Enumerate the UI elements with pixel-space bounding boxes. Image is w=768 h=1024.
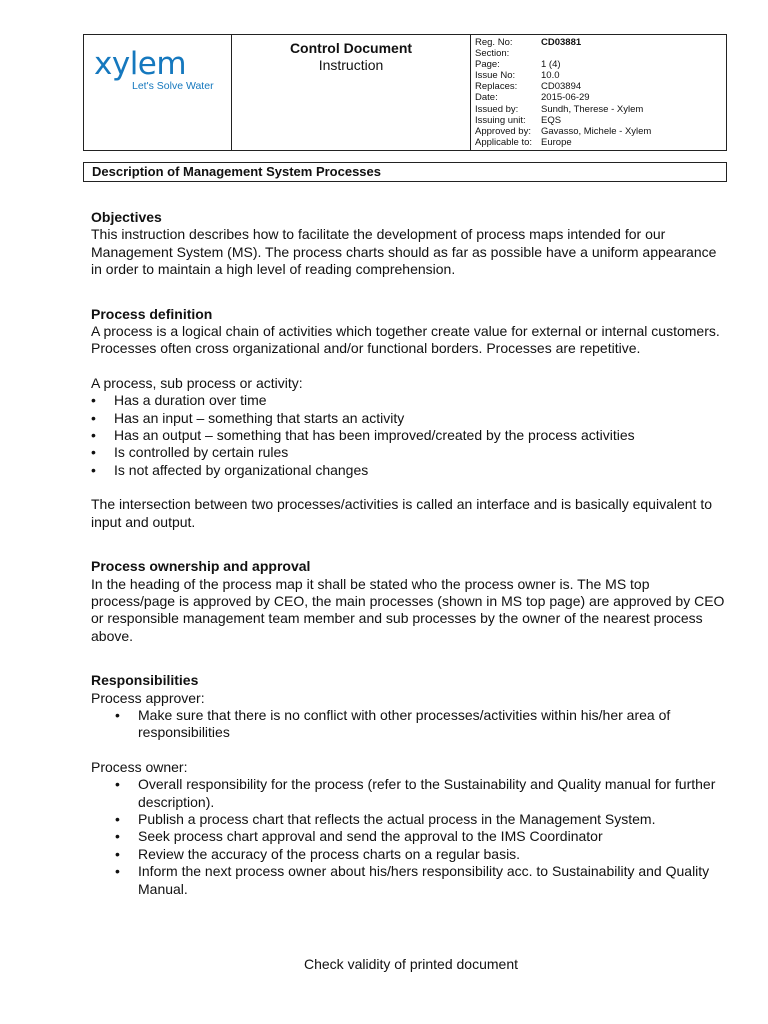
meta-row	[475, 70, 726, 81]
title-cell	[232, 35, 471, 150]
doc-subtype: Instruction	[318, 57, 384, 73]
section-title-ownership: Process ownership and approval	[91, 558, 311, 575]
logo-wordmark: xylem	[94, 46, 187, 82]
process-definition-text: A process is a logical chain of activities which together create value for external or internal customers. Processes often cross organizational and/or functional borders. Processes are repetitive.	[91, 323, 720, 357]
list-item: • Is not affected by organizational changes	[91, 462, 731, 479]
section-title-responsibilities: Responsibilities	[91, 672, 199, 689]
meta-value: 10.0	[541, 70, 560, 82]
meta-value: Europe	[541, 136, 572, 148]
document-header	[83, 34, 727, 151]
list-item: • Publish a process chart that reflects the actual process in the Management System.	[91, 811, 731, 828]
meta-label: Issue No:	[475, 70, 516, 82]
meta-label: Replaces:	[475, 81, 518, 93]
meta-row	[475, 48, 726, 59]
meta-row	[475, 115, 726, 126]
meta-label: Date:	[475, 92, 498, 104]
doc-type: Control Document	[289, 40, 413, 56]
list-item: • Has an input – something that starts an activity	[91, 410, 731, 427]
process-list-intro: A process, sub process or activity:	[91, 374, 303, 391]
meta-value: CD03894	[541, 81, 582, 93]
logo	[84, 35, 232, 150]
meta-label: Approved by:	[475, 125, 531, 137]
meta-value: EQS	[541, 114, 562, 126]
meta-row	[475, 92, 726, 103]
ownership-text: In the heading of the process map it shall be stated who the process owner is. The MS top process/page is approved by CEO, the main processes (shown in MS top page) are approved by CEO or responsible management team member and sub processes by the owner of the nearest process above.	[91, 575, 725, 644]
objectives-text: This instruction describes how to facilitate the development of process maps intended for our Management System (MS). The process charts should as far as possible have a uniform appearance in order to maintain a high level of reading comprehension.	[91, 226, 717, 278]
section-title-objectives: Objectives	[91, 209, 162, 225]
list-item: • Has an output – something that has been improved/created by the process activities	[91, 427, 731, 444]
meta-value: 1 (4)	[541, 59, 561, 71]
list-item: • Review the accuracy of the process charts on a regular basis.	[91, 846, 731, 863]
meta-label: Section:	[475, 48, 510, 60]
meta-value: 2015-06-29	[541, 92, 590, 104]
owner-label: Process owner:	[91, 758, 188, 775]
meta-value: Gavasso, Michele - Xylem	[541, 125, 652, 137]
section-title-process-definition: Process definition	[91, 305, 213, 322]
meta-row	[475, 59, 726, 70]
process-attributes-list	[91, 392, 731, 479]
description-title: Description of Management System Processes	[83, 162, 727, 182]
list-item: • Has a duration over time	[91, 392, 731, 409]
meta-row	[475, 137, 726, 148]
list-item: • Overall responsibility for the process (refer to the Sustainability and Quality manual for further description).	[91, 776, 731, 811]
list-item: • Inform the next process owner about his/hers responsibility acc. to Sustainability and Quality Manual.	[91, 863, 731, 898]
meta-row	[475, 81, 726, 92]
meta-label: Reg. No:	[475, 37, 513, 48]
meta-row	[475, 37, 726, 48]
meta-label: Page:	[475, 59, 500, 71]
meta-value: CD03881	[541, 37, 582, 48]
interface-text: The intersection between two processes/activities is called an interface and is basically equivalent to input and output.	[91, 496, 712, 530]
meta-row	[475, 126, 726, 137]
meta-label: Issuing unit:	[475, 114, 526, 126]
approver-list	[91, 707, 731, 742]
meta-label: Issued by:	[475, 103, 519, 115]
meta-row	[475, 104, 726, 115]
document-body	[91, 209, 731, 898]
list-item: • Make sure that there is no conflict with other processes/activities within his/her area of responsibilities	[91, 707, 731, 742]
meta-value: Sundh, Therese - Xylem	[541, 103, 644, 115]
meta-table	[471, 35, 726, 150]
logo-tagline: Let's Solve Water	[132, 80, 214, 92]
list-item: • Seek process chart approval and send the approval to the IMS Coordinator	[91, 828, 731, 845]
meta-label: Applicable to:	[475, 136, 533, 148]
owner-list	[91, 776, 731, 898]
footer-note: Check validity of printed document	[304, 956, 518, 972]
approver-label: Process approver:	[91, 689, 205, 706]
list-item: • Is controlled by certain rules	[91, 444, 731, 461]
